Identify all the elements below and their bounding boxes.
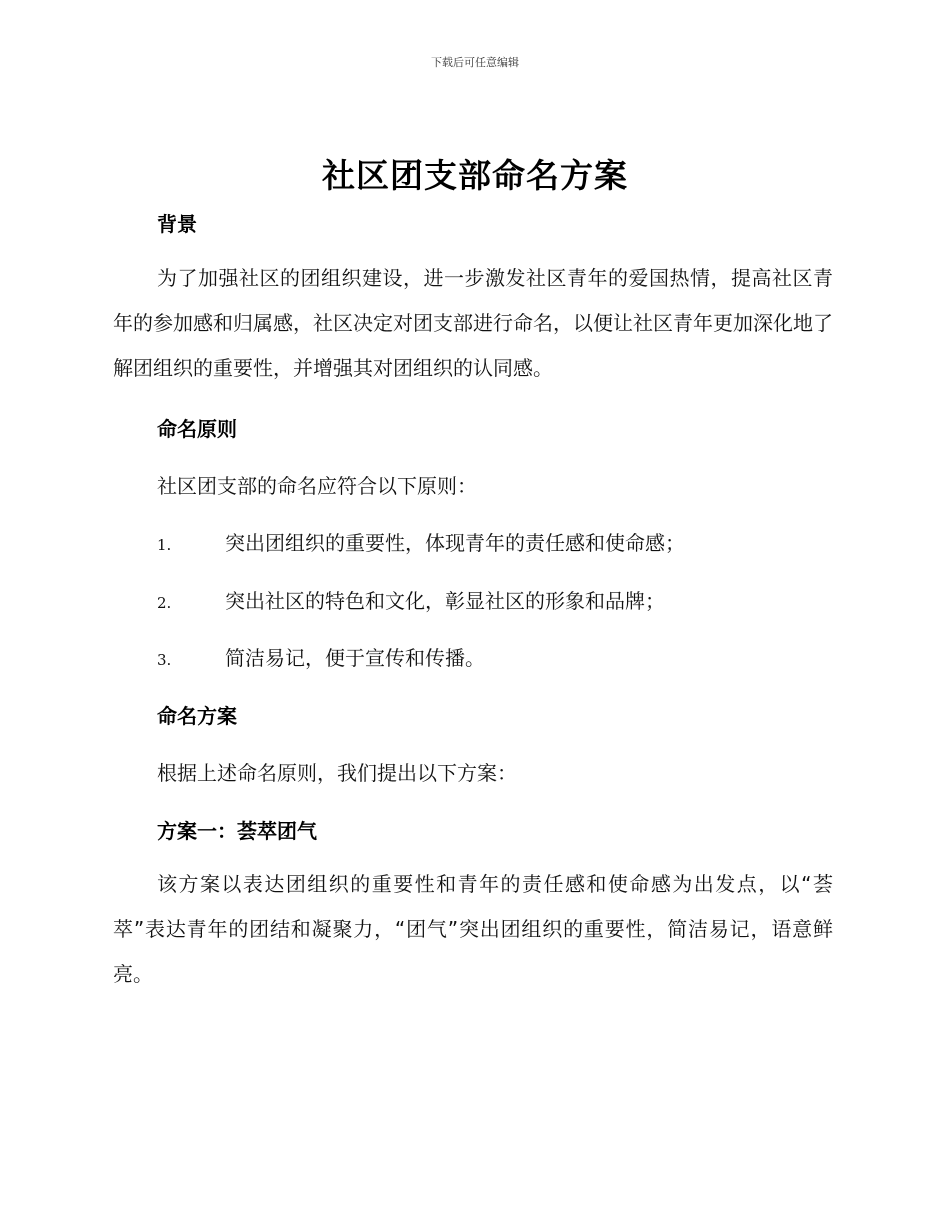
list-number: 1. bbox=[157, 536, 172, 554]
heading-principles: 命名原则 bbox=[157, 417, 237, 441]
heading-background: 背景 bbox=[157, 212, 197, 236]
paragraph-background: 为了加强社区的团组织建设，进一步激发社区青年的爱国热情，提高社区青年的参加感和归属感，社区决定对团支部进行命名，以便让社区青年更加深化地了解团组织的重要性，并增强其对团组织的认同感。 bbox=[113, 266, 833, 380]
list-text: 突出团组织的重要性，体现青年的责任感和使命感； bbox=[225, 531, 685, 555]
list-text: 突出社区的特色和文化，彰显社区的形象和品牌； bbox=[225, 589, 665, 613]
header-note: 下载后可任意编辑 bbox=[431, 56, 519, 69]
principle-item-1 bbox=[157, 527, 685, 556]
document-title: 社区团支部命名方案 bbox=[322, 156, 628, 195]
list-number: 2. bbox=[157, 594, 172, 612]
heading-plans: 命名方案 bbox=[157, 704, 237, 728]
heading-plan-one: 方案一：荟萃团气 bbox=[157, 819, 317, 843]
principle-item-2 bbox=[157, 585, 665, 614]
list-number: 3. bbox=[157, 651, 172, 669]
paragraph-plan-one: 该方案以表达团组织的重要性和青年的责任感和使命感为出发点，以“荟萃”表达青年的团结和凝聚力，“团气”突出团组织的重要性，简洁易记，语意鲜亮。 bbox=[113, 872, 833, 986]
principle-item-3 bbox=[157, 642, 485, 671]
plans-intro: 根据上述命名原则，我们提出以下方案： bbox=[157, 761, 517, 785]
list-text: 简洁易记，便于宣传和传播。 bbox=[225, 646, 485, 670]
principles-intro: 社区团支部的命名应符合以下原则： bbox=[157, 474, 477, 498]
